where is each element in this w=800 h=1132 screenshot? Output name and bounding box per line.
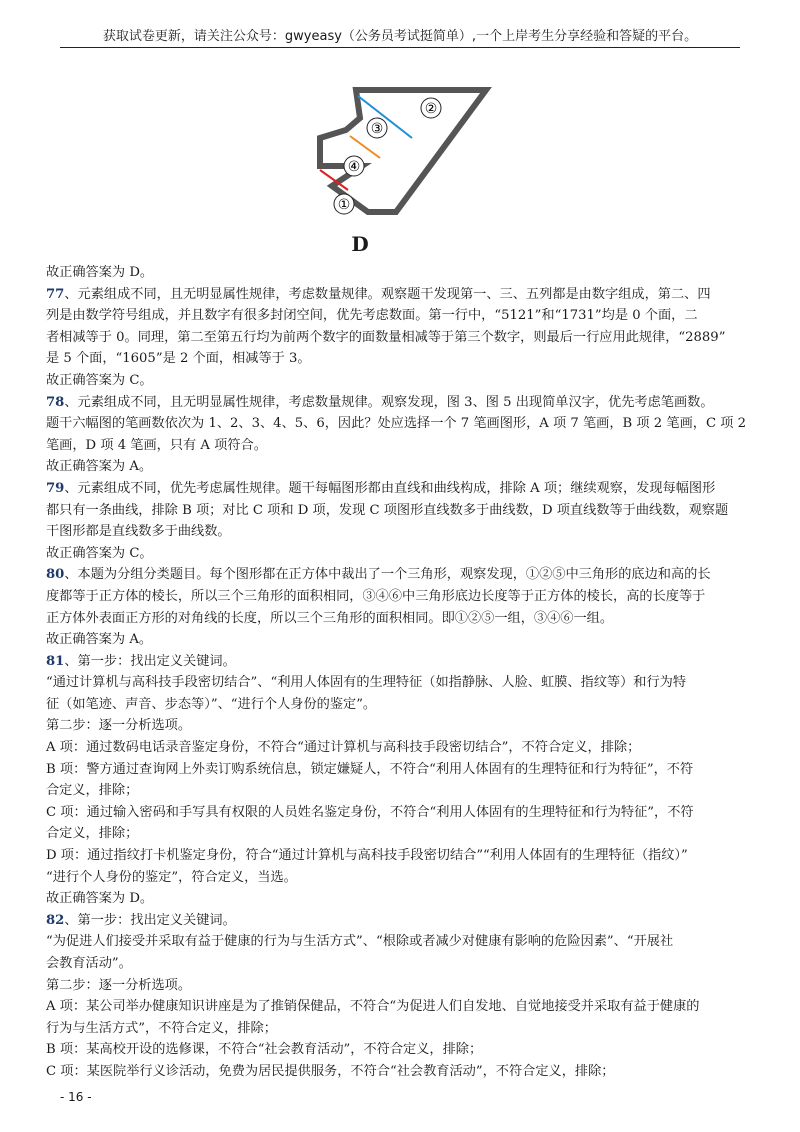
line-text: 故正确答案为 C。 [46, 545, 153, 561]
line-text: 、第一步：找出定义关键词。 [64, 912, 236, 928]
question-number: 79 [46, 480, 65, 496]
svg-text:④: ④ [347, 159, 361, 175]
text-line [46, 327, 754, 349]
line-text: A 项：某公司举办健康知识讲座是为了推销保健品，不符合“为促进人们自发地、自觉地接受并采取有益于健康的 [46, 999, 700, 1015]
question-explanation-start [46, 651, 754, 673]
question-explanation-start [46, 910, 754, 932]
question-number: 77 [46, 286, 65, 302]
line-text: 故正确答案为 D。 [46, 891, 154, 907]
line-text: B 项：某高校开设的选修课，不符合“社会教育活动”，不符合定义，排除； [46, 1042, 483, 1058]
question-explanation-start [46, 284, 754, 306]
header-divider [60, 47, 740, 48]
line-text: 故正确答案为 D。 [46, 265, 154, 280]
region-marker-4 [344, 156, 364, 176]
line-text: 度都等于正方体的棱长，所以三个三角形的面积相同，③④⑥中三角形底边长度等于正方体的棱长，高的长度等于 [46, 588, 706, 604]
answer-figure-d [300, 78, 500, 228]
text-line [46, 694, 754, 716]
line-text: 是 5 个面，“1605”是 2 个面，相减等于 3。 [46, 351, 311, 367]
orange-divider-line [350, 136, 380, 158]
text-line [46, 975, 754, 997]
text-line [46, 435, 754, 457]
line-text: 征（如笔迹、声音、步态等）”、“进行个人身份的鉴定”。 [46, 696, 377, 712]
line-text: B 项：警方通过查询网上外卖订购系统信息，锁定嫌疑人，不符合“利用人体固有的生理特征和行为特征”，不符 [46, 761, 694, 777]
text-line [46, 802, 754, 824]
line-text: D 项：通过指纹打卡机鉴定身份，符合“通过计算机与高科技手段密切结合”“利用人体固有的生理特征（指纹）” [46, 848, 688, 864]
figure-option-label: D [351, 232, 369, 256]
text-line [46, 845, 754, 867]
region-marker-1 [334, 194, 354, 214]
text-line [46, 1018, 754, 1040]
line-text: 故正确答案为 A。 [46, 632, 153, 648]
question-number: 82 [46, 912, 65, 928]
line-text: C 项：某医院举行义诊活动，免费为居民提供服务，不符合“社会教育活动”，不符合定义，排除； [46, 1063, 615, 1079]
line-text: “进行个人身份的鉴定”，符合定义，当选。 [46, 869, 297, 885]
line-text: 笔画，D 项 4 笔画，只有 A 项符合。 [46, 437, 267, 453]
line-text: A 项：通过数码电话录音鉴定身份，不符合“通过计算机与高科技手段密切结合”，不符合定义，排除； [46, 740, 641, 756]
answer-explanations [46, 262, 754, 1083]
text-line [46, 629, 754, 651]
line-text: 行为与生活方式”，不符合定义，排除； [46, 1020, 277, 1036]
text-line [46, 888, 754, 910]
svg-text:②: ② [424, 101, 438, 117]
text-line [46, 759, 754, 781]
text-line [46, 780, 754, 802]
text-line [46, 867, 754, 889]
question-explanation-start [46, 478, 754, 500]
line-text: “通过计算机与高科技手段密切结合”、“利用人体固有的生理特征（如指静脉、人脸、虹膜、指纹等）和行为特 [46, 675, 687, 691]
text-line [46, 1039, 754, 1061]
region-marker-3 [367, 118, 387, 138]
question-number: 80 [46, 567, 65, 583]
region-marker-2 [421, 98, 441, 118]
line-text: 第二步：逐一分析选项。 [46, 718, 192, 734]
line-text: 列是由数学符号组成，并且数字有很多封闭空间，优先考虑数面。第一行中，“5121”和“1731”均是 0 个面，二 [46, 308, 698, 324]
text-line [46, 953, 754, 975]
text-line [46, 715, 754, 737]
text-line [46, 1061, 754, 1083]
text-line [46, 456, 754, 478]
svg-text:③: ③ [370, 121, 384, 137]
text-line [46, 521, 754, 543]
line-text: 、本题为分组分类题目。每个图形都在正方体中裁出了一个三角形，观察发现，①②⑤中三角形的底边和高的长 [64, 567, 711, 583]
line-text: 、元素组成不同，且无明显属性规律，考虑数量规律。观察题干发现第一、三、五列都是由数字组成，第二、四 [64, 286, 711, 302]
text-line [46, 586, 754, 608]
line-text: C 项：通过输入密码和手写具有权限的人员姓名鉴定身份，不符合“利用人体固有的生理特征和行为特征”，不符 [46, 804, 694, 820]
line-text: 、元素组成不同，且无明显属性规律，考虑数量规律。观察发现，图 3、图 5 出现简单汉字，优先考虑笔画数。 [64, 394, 714, 410]
line-text: 故正确答案为 A。 [46, 459, 153, 475]
question-number: 81 [46, 653, 65, 669]
line-text: 合定义，排除； [46, 783, 139, 799]
line-text: 、第一步：找出定义关键词。 [64, 653, 236, 669]
line-text: 故正确答案为 C。 [46, 372, 153, 388]
text-line [46, 370, 754, 392]
page-header: 获取试卷更新，请关注公众号：gwyeasy（公务员考试挺简单）,一个上岸考生分享经验和答疑的平台。 [102, 29, 698, 44]
text-line [46, 413, 754, 435]
line-text: 正方体外表面正方形的对角线的长度，所以三个三角形的面积相同。即①②⑤一组，③④⑥一组。 [46, 610, 614, 626]
question-explanation-start [46, 564, 754, 586]
text-line [46, 608, 754, 630]
question-number: 78 [46, 394, 65, 410]
line-text: 第二步：逐一分析选项。 [46, 977, 192, 993]
text-line [46, 305, 754, 327]
question-explanation-start [46, 392, 754, 414]
line-text: 者相减等于 0。同理，第二至第五行均为前两个数字的面数量相减等于第三个数字，则最后一行应用此规律，“2889” [46, 329, 726, 345]
text-line [46, 543, 754, 565]
line-text: 、元素组成不同，优先考虑属性规律。题干每幅图形都由直线和曲线构成，排除 A 项；继续观察，发现每幅图形 [64, 480, 716, 496]
line-text: 都只有一条曲线，排除 B 项；对比 C 项和 D 项，发现 C 项图形直线数多于曲线数，D 项直线数等于曲线数，观察题 [46, 502, 729, 518]
svg-text:①: ① [337, 197, 351, 213]
line-text: 干图形都是直线数多于曲线数。 [46, 524, 231, 540]
text-line [46, 348, 754, 370]
text-line [46, 996, 754, 1018]
text-line [46, 823, 754, 845]
line-text: “为促进人们接受并采取有益于健康的行为与生活方式”、“根除或者减少对健康有影响的危险因素”、“开展社 [46, 934, 674, 950]
text-line [46, 931, 754, 953]
line-text: 合定义，排除； [46, 826, 139, 842]
text-line [46, 262, 754, 284]
line-text: 题干六幅图的笔画数依次为 1、2、3、4、5、6，因此？处应选择一个 7 笔画图形，A 项 7 笔画，B 项 2 笔画，C 项 2 [46, 416, 747, 432]
text-line [46, 737, 754, 759]
text-line [46, 500, 754, 522]
page-number: - 16 - [60, 1090, 92, 1104]
text-line [46, 672, 754, 694]
line-text: 会教育活动”。 [46, 956, 132, 971]
